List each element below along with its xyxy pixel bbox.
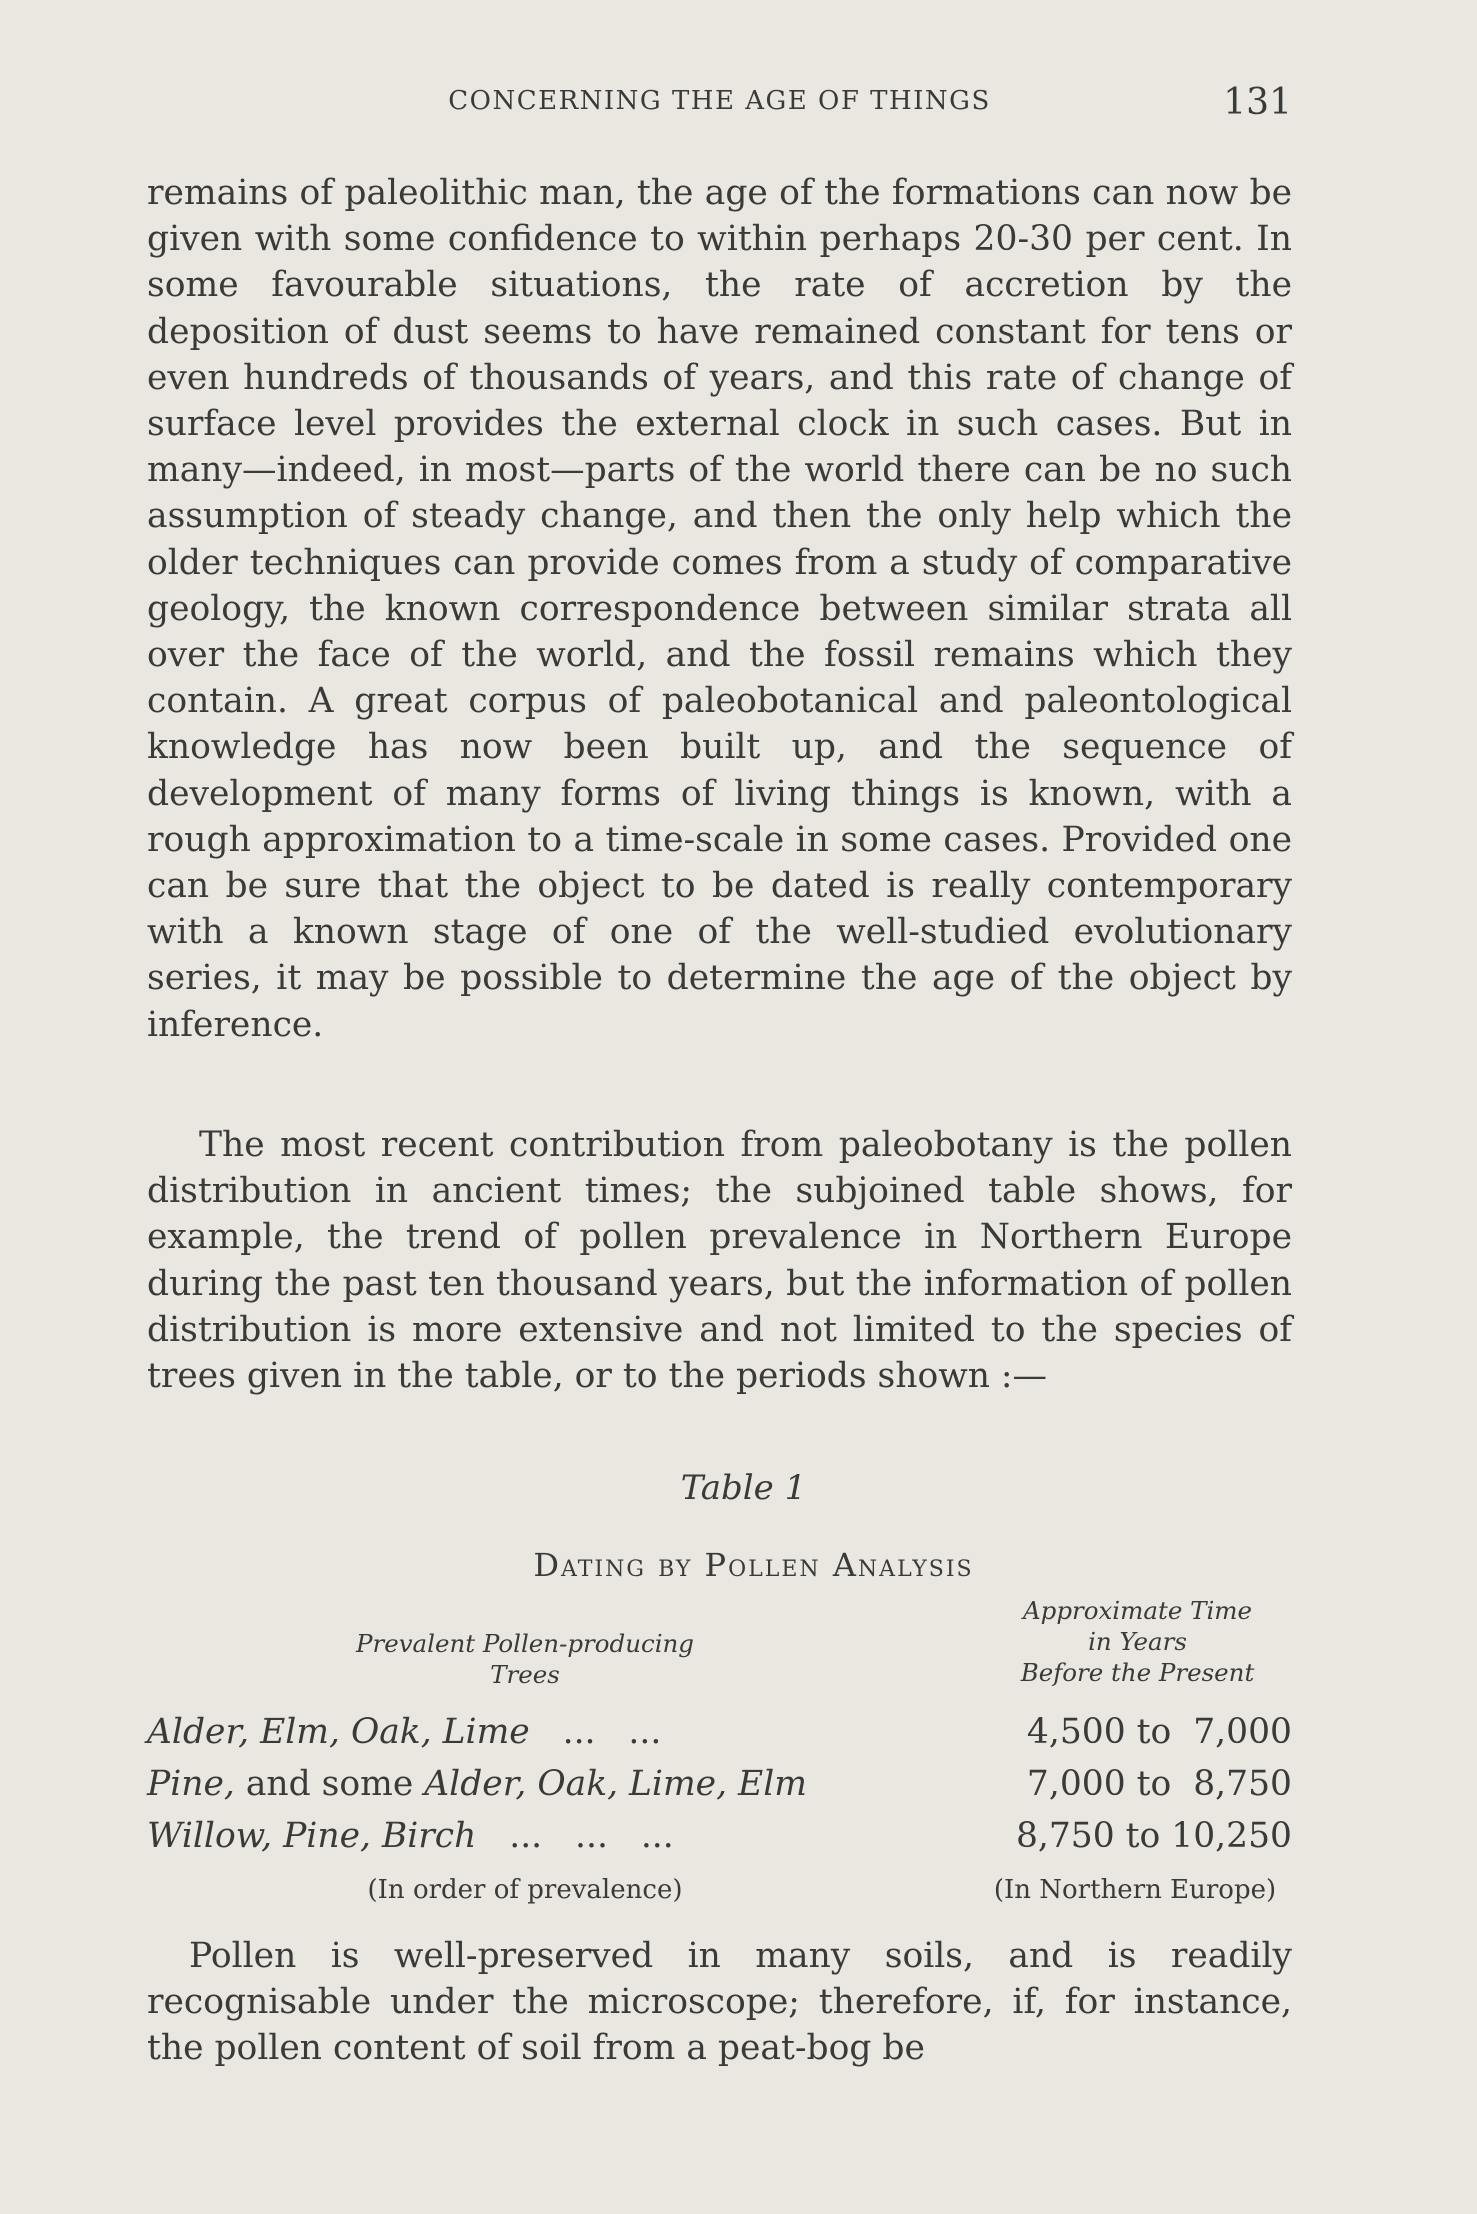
table-row [147,1816,1292,1866]
column-header-time-line1: Approximate Time [1022,1596,1253,1625]
column-header-time-line3: Before the Present [1020,1658,1255,1687]
paragraph-2: The most recent contribution from paleobotany is the pollen distribution in ancient times; the subjoined table shows, for example, the trend of pollen prevalence in Northern Europe during the past ten thousand years, but the information of pollen distribution is more extensive and not limited to the species of trees given in the table, or to the periods shown :— [147,1125,1292,1397]
column-header-trees [325,1628,725,1690]
table-note-right: (In Northern Europe) [993,1875,1277,1905]
table-cell-trees [147,1712,661,1752]
trees-text: Alder, Elm, Oak, Lime [147,1712,530,1752]
trees-text-plain: and some [234,1764,425,1804]
table-row [147,1764,1292,1814]
table-row [147,1712,1292,1762]
column-header-time-line2: in Years [1088,1627,1187,1656]
column-header-trees-line2: Trees [490,1660,560,1689]
table-label: Table 1 [680,1468,807,1508]
table-title: Dating by Pollen Analysis [533,1546,974,1584]
trees-text-italic: Pine, [147,1764,235,1804]
trees-text-italic: Alder, Oak, Lime, Elm [424,1764,807,1804]
running-title: CONCERNING THE AGE OF THINGS [448,86,991,116]
table-cell-trees [147,1764,807,1804]
column-header-time [985,1595,1290,1688]
running-head [147,82,1292,122]
column-header-trees-line1: Prevalent Pollen-producing [356,1629,694,1658]
table-cell-years: 8,750 to 10,250 [1015,1816,1292,1856]
paragraph-3: Pollen is well-preserved in many soils, and is readily recognisable under the microscope; therefore, if, for instance, the pollen content of soil from a peat-bog be [147,1936,1292,2069]
paragraph-1 [147,170,1292,1048]
trees-text: Willow, Pine, Birch [147,1816,477,1856]
leader-dots: ... ... ... [476,1816,674,1856]
table-cell-years: 7,000 to 8,750 [1026,1764,1292,1804]
leader-dots: ... ... [529,1712,662,1752]
paragraph-1-text: remains of paleolithic man, the age of the formations can now be given with some confidence to within perhaps 20-30 per cent. In some favourable situations, the rate of accretion by the deposition of dust seems to have remained constant for tens or even hundreds of thousands of years, and this rate of change of surface level provides the external clock in such cases. But in many—indeed, in most—parts of the world there can be no such assumption of steady change, and then the only help which the older techniques can provide comes from a study of comparative geology, the known correspondence between similar strata all over the face of the world, and the fossil remains which they contain. A great corpus of paleobotanical and paleontological knowledge has now been built up, and the sequence of development of many forms of living things is known, with a rough approximation to a time-scale in some cases. Provided one can be sure that the object to be dated is really contemporary with a known stage of one of the well-studied evolutionary series, it may be possible to determine the age of the object by inference. [147,173,1292,1045]
table-note-left: (In order of prevalence) [367,1875,683,1905]
page-number: 131 [1223,82,1292,123]
table-cell-years: 4,500 to 7,000 [1026,1712,1292,1752]
table-cell-trees [147,1816,674,1856]
